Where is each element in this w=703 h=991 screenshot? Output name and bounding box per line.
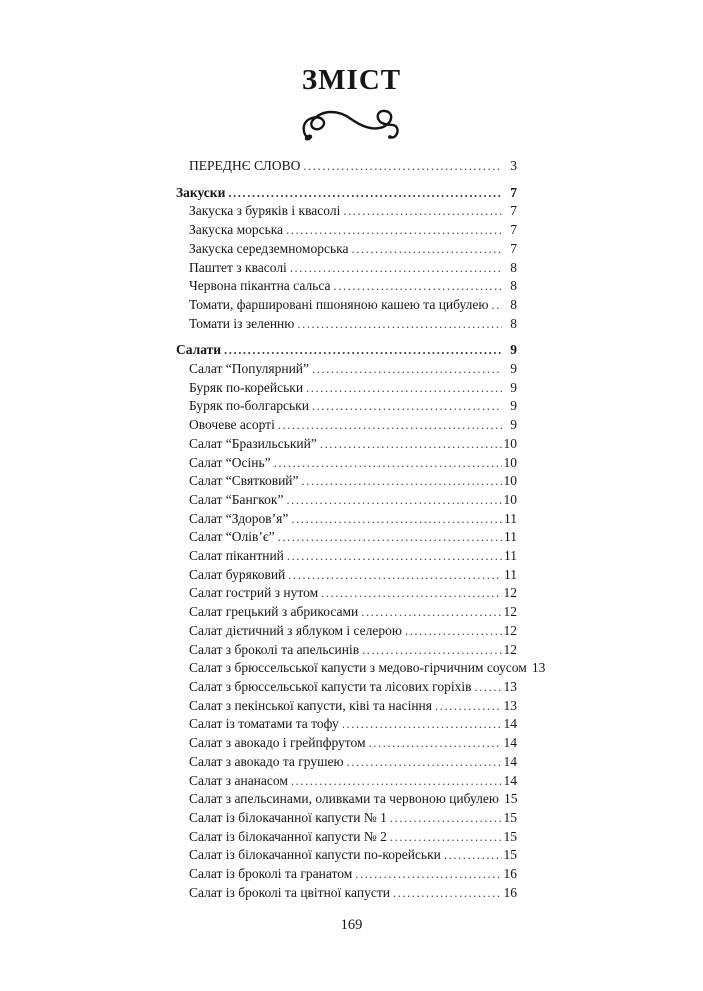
toc-row [176, 846, 517, 865]
toc-entry-label: Салат дієтичний з яблуком і селерою [189, 622, 402, 638]
toc-entry-label: Буряк по-болгарськи [189, 398, 309, 414]
toc-entry-label: Томати із зеленню [189, 315, 295, 331]
toc-entry-page: 3 [510, 158, 517, 173]
toc-row [176, 528, 517, 547]
toc-leader-dots [342, 715, 502, 734]
toc-row [176, 379, 517, 398]
toc-leader-dots [347, 753, 502, 772]
toc-row [176, 659, 546, 678]
toc-entry-label: Паштет з квасолі [189, 259, 287, 275]
toc-leader-dots [297, 315, 502, 334]
toc-leader-dots [361, 603, 501, 622]
toc-entry-label: Салати [176, 342, 222, 358]
toc-leader-dots [290, 259, 502, 278]
toc-entry-page: 8 [510, 296, 517, 312]
toc-row [176, 790, 517, 809]
toc-list [176, 157, 546, 902]
toc-entry-page: 12 [503, 585, 517, 601]
toc-leader-dots [390, 828, 502, 847]
toc-entry-page: 15 [503, 847, 517, 863]
toc-row [176, 697, 517, 716]
toc-row [176, 809, 517, 828]
toc-leader-dots [278, 416, 502, 435]
toc-entry-page: 14 [503, 753, 517, 769]
toc-entry-label: Салат з пекінської капусти, ківі та насіння [189, 697, 432, 713]
toc-leader-dots [228, 184, 502, 203]
toc-entry-page: 10 [503, 435, 517, 451]
toc-leader-dots [369, 734, 502, 753]
toc-leader-dots [291, 772, 502, 791]
toc-leader-dots [405, 622, 502, 641]
toc-row [176, 435, 517, 454]
toc-leader-dots [224, 341, 502, 360]
toc-row [176, 240, 517, 259]
toc-entry-label: Салат “Святковий” [189, 473, 299, 489]
toc-entry-label: Салат з ананасом [189, 772, 288, 788]
toc-entry-label: Салат з брюссельської капусти з медово-гірчичним соусом [189, 660, 527, 676]
toc-row [176, 641, 517, 660]
toc-entry-label: Буряк по-корейськи [189, 379, 304, 395]
calligraphic-flourish-icon [299, 101, 409, 143]
toc-row [176, 828, 517, 847]
toc-leader-dots [351, 240, 502, 259]
toc-row [176, 566, 517, 585]
toc-entry-label: Салат із броколі та цвітної капусти [189, 884, 390, 900]
toc-entry-page: 8 [510, 259, 517, 275]
toc-entry-label: Закуски [176, 184, 226, 200]
toc-row [176, 510, 517, 529]
toc-entry-page: 14 [503, 772, 517, 788]
toc-entry-page: 8 [510, 278, 517, 294]
toc-entry-label: Салат “Бразильський” [189, 435, 317, 451]
toc-entry-label: ПЕРЕДНЄ СЛОВО [189, 158, 301, 173]
toc-row [176, 221, 517, 240]
toc-entry-label: Салат пікантний [189, 548, 284, 564]
toc-leader-dots [355, 865, 501, 884]
page-title: ЗМІСТ [301, 64, 402, 96]
toc-row [176, 397, 517, 416]
toc-entry-page: 15 [503, 809, 517, 825]
toc-leader-dots [286, 491, 501, 510]
toc-entry-label: Салат із білокачанної капусти по-корейськи [189, 847, 441, 863]
toc-entry-page: 12 [503, 622, 517, 638]
toc-entry-page: 15 [503, 828, 517, 844]
toc-row [176, 360, 517, 379]
toc-entry-page: 9 [510, 361, 517, 377]
toc-leader-dots [278, 528, 502, 547]
toc-row [176, 622, 517, 641]
toc-leader-dots [274, 454, 502, 473]
toc-leader-dots [334, 277, 503, 296]
toc-entry-label: Салат “Олів’є” [189, 529, 275, 545]
toc-row [176, 259, 517, 278]
toc-entry-label: Салат “Популярний” [189, 361, 310, 377]
toc-entry-label: Салат гострий з нутом [189, 585, 319, 601]
toc-entry-page: 11 [504, 510, 517, 526]
toc-entry-label: Закуска з буряків і квасолі [189, 203, 341, 219]
toc-entry-page: 16 [503, 884, 517, 900]
toc-entry-page: 12 [503, 604, 517, 620]
toc-entry-label: Салат з брюссельської капусти та лісових горіхів [189, 678, 472, 694]
toc-entry-label: Салат “Осінь” [189, 454, 271, 470]
toc-entry-page: 13 [503, 678, 517, 694]
toc-entry-page: 9 [510, 398, 517, 414]
toc-entry-page: 13 [531, 660, 546, 676]
toc-leader-dots [321, 584, 501, 603]
toc-row [176, 454, 517, 473]
toc-entry-page: 11 [504, 548, 517, 564]
toc-row [176, 753, 517, 772]
toc-row [176, 603, 517, 622]
toc-entry-label: Салат з авокадо та грушею [189, 753, 344, 769]
toc-entry-page: 10 [503, 473, 517, 489]
toc-row [176, 472, 517, 491]
toc-leader-dots [288, 566, 502, 585]
toc-row [176, 584, 517, 603]
toc-entry-label: Салат із томатами та тофу [189, 716, 339, 732]
toc-leader-dots [291, 510, 502, 529]
toc-row [176, 491, 517, 510]
toc-section-row [176, 341, 517, 360]
toc-row [176, 715, 517, 734]
toc-row [176, 202, 517, 221]
page-number: 169 [340, 917, 363, 933]
toc-entry-page: 9 [510, 342, 517, 358]
toc-row [176, 772, 517, 791]
toc-row [176, 865, 517, 884]
toc-leader-dots [393, 884, 502, 903]
toc-row [176, 884, 517, 903]
toc-entry-page: 7 [510, 203, 517, 219]
toc-entry-page: 10 [503, 491, 517, 507]
toc-entry-page: 16 [503, 866, 517, 882]
toc-entry-label: Салат грецький з абрикосами [189, 604, 359, 620]
toc-entry-page: 12 [503, 641, 517, 657]
toc-row [176, 157, 517, 176]
toc-entry-page: 7 [510, 184, 517, 200]
toc-leader-dots [444, 846, 502, 865]
toc-entry-page: 7 [510, 240, 517, 256]
toc-row [176, 277, 517, 296]
toc-entry-label: Овочеве асорті [189, 417, 275, 433]
toc-entry-label: Салат із білокачанної капусти № 1 [189, 809, 387, 825]
toc-entry-label: Салат буряковий [189, 566, 286, 582]
toc-entry-page: 9 [510, 417, 517, 433]
toc-entry-page: 9 [510, 379, 517, 395]
toc-section-row [176, 184, 517, 203]
toc-leader-dots [312, 360, 502, 379]
toc-entry-label: Салат з броколі та апельсинів [189, 641, 360, 657]
toc-entry-label: Салат із броколі та гранатом [189, 866, 353, 882]
toc-leader-dots [435, 697, 502, 716]
toc-leader-dots [362, 641, 501, 660]
toc-entry-label: Салат “Бангкок” [189, 491, 284, 507]
toc-row [176, 296, 517, 315]
toc-entry-label: Закуска морська [189, 222, 284, 238]
toc-entry-label: Червона пікантна сальса [189, 278, 331, 294]
toc-entry-page: 8 [510, 315, 517, 331]
toc-entry-page: 13 [503, 697, 517, 713]
toc-entry-page: 11 [504, 529, 517, 545]
toc-entry-page: 11 [504, 566, 517, 582]
toc-leader-dots [303, 157, 502, 176]
toc-entry-label: Томати, фаршировані пшоняною кашею та цибулею [189, 296, 489, 312]
toc-leader-dots [287, 547, 502, 566]
toc-entry-label: Закуска середземноморська [189, 240, 349, 256]
toc-leader-dots [302, 472, 502, 491]
toc-row [176, 416, 517, 435]
toc-entry-label: Салат з авокадо і грейпфрутом [189, 735, 366, 751]
toc-leader-dots [491, 296, 502, 315]
toc-entry-page: 15 [503, 791, 518, 807]
toc-leader-dots [306, 379, 502, 398]
toc-leader-dots [390, 809, 502, 828]
toc-entry-page: 10 [503, 454, 517, 470]
toc-leader-dots [474, 678, 501, 697]
toc-row [176, 734, 517, 753]
toc-entry-page: 14 [503, 735, 517, 751]
toc-entry-label: Салат “Здоров’я” [189, 510, 289, 526]
toc-entry-label: Салат із білокачанної капусти № 2 [189, 828, 387, 844]
toc-entry-page: 14 [503, 716, 517, 732]
toc-leader-dots [343, 202, 502, 221]
toc-row [176, 315, 517, 334]
toc-leader-dots [320, 435, 502, 454]
toc-row [176, 547, 517, 566]
toc-leader-dots [312, 397, 502, 416]
table-of-contents [176, 157, 546, 902]
toc-entry-label: Салат з апельсинами, оливками та червоною цибулею [189, 791, 499, 807]
toc-leader-dots [286, 221, 502, 240]
toc-row [176, 678, 517, 697]
toc-entry-page: 7 [510, 222, 517, 238]
